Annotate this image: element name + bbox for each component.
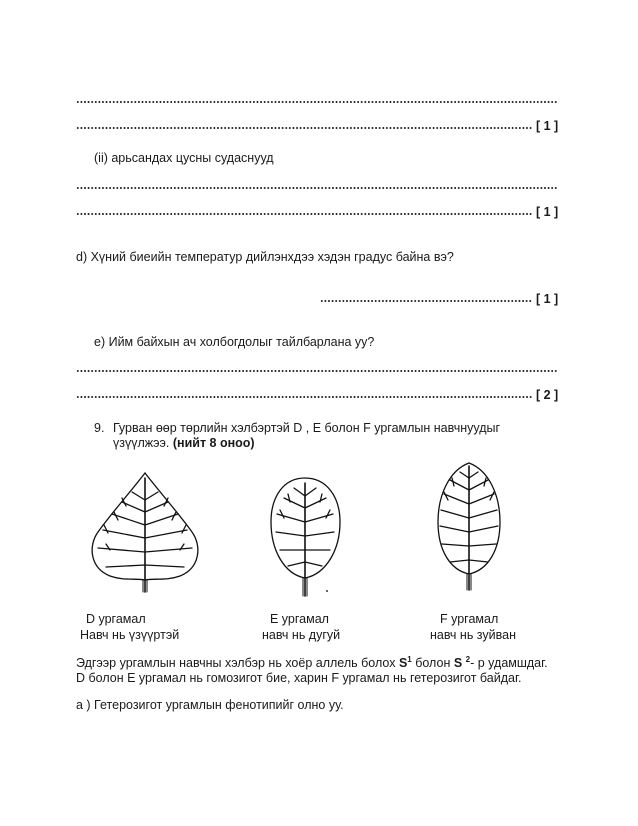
- allele-s1: $S^1$: [398, 655, 412, 671]
- mark-1: [ 1 ]: [536, 119, 559, 133]
- question-9-points: (нийт 8 оноо): [172, 436, 255, 450]
- answer-line-4b[interactable]: [76, 392, 532, 402]
- answer-line-1b[interactable]: [76, 123, 532, 133]
- leaf-e-name: E ургамал: [270, 612, 329, 626]
- mark-4: [ 2 ]: [536, 388, 559, 402]
- question-e: e) Ийм байхын ач холбогдолыг тайлбарлана уу?: [94, 335, 375, 349]
- answer-line-2b[interactable]: [76, 209, 532, 219]
- leaf-f-name: F ургамал: [440, 612, 499, 626]
- question-9-line1: Гурван өөр төрлийн хэлбэртэй D , E болон F ургамлын навчнуудыг: [113, 421, 501, 435]
- paragraph-line1-a: Эдгээр ургамлын навчны хэлбэр нь хоёр аллель болох: [76, 656, 396, 671]
- paragraph-line1-b: - р удамшдаг.: [470, 656, 548, 671]
- paragraph-line2: D болон E ургамал нь гомозигот бие, харин F ургамал нь гетерозигот байдаг.: [76, 671, 522, 685]
- leaf-d-illustration: [88, 470, 203, 600]
- question-9-number: 9.: [94, 421, 105, 435]
- mark-2: [ 1 ]: [536, 205, 559, 219]
- answer-line-2a[interactable]: [76, 183, 558, 193]
- question-9-line2: [113, 436, 255, 450]
- speck: [326, 590, 328, 592]
- question-9-line2-text: үзүүлжээ.: [113, 436, 170, 450]
- question-ii: (ii) арьсандах цусны судаснууд: [94, 151, 274, 165]
- paragraph-line1: [76, 655, 548, 670]
- question-a: а ) Гетерозигот ургамлын фенотипийг олно уу.: [76, 698, 344, 712]
- mark-3: [ 1 ]: [536, 292, 559, 306]
- answer-line-1a[interactable]: [76, 97, 558, 107]
- answer-line-4a[interactable]: [76, 366, 558, 376]
- allele-s2: S $^2$: [453, 655, 471, 671]
- question-d: d) Хүний биеийн температур дийлэнхдээ хэдэн градус байна вэ?: [76, 250, 454, 264]
- leaf-d-name: D ургамал: [86, 612, 146, 626]
- paragraph-mid: болон: [415, 656, 451, 671]
- leaf-e-desc: навч нь дугуй: [262, 628, 341, 642]
- answer-line-3[interactable]: [320, 296, 532, 306]
- leaf-e-illustration: [268, 474, 343, 604]
- leaf-f-desc: навч нь зуйван: [430, 628, 516, 642]
- leaf-f-illustration: [432, 460, 507, 595]
- leaf-d-desc: Навч нь үзүүртэй: [80, 628, 180, 642]
